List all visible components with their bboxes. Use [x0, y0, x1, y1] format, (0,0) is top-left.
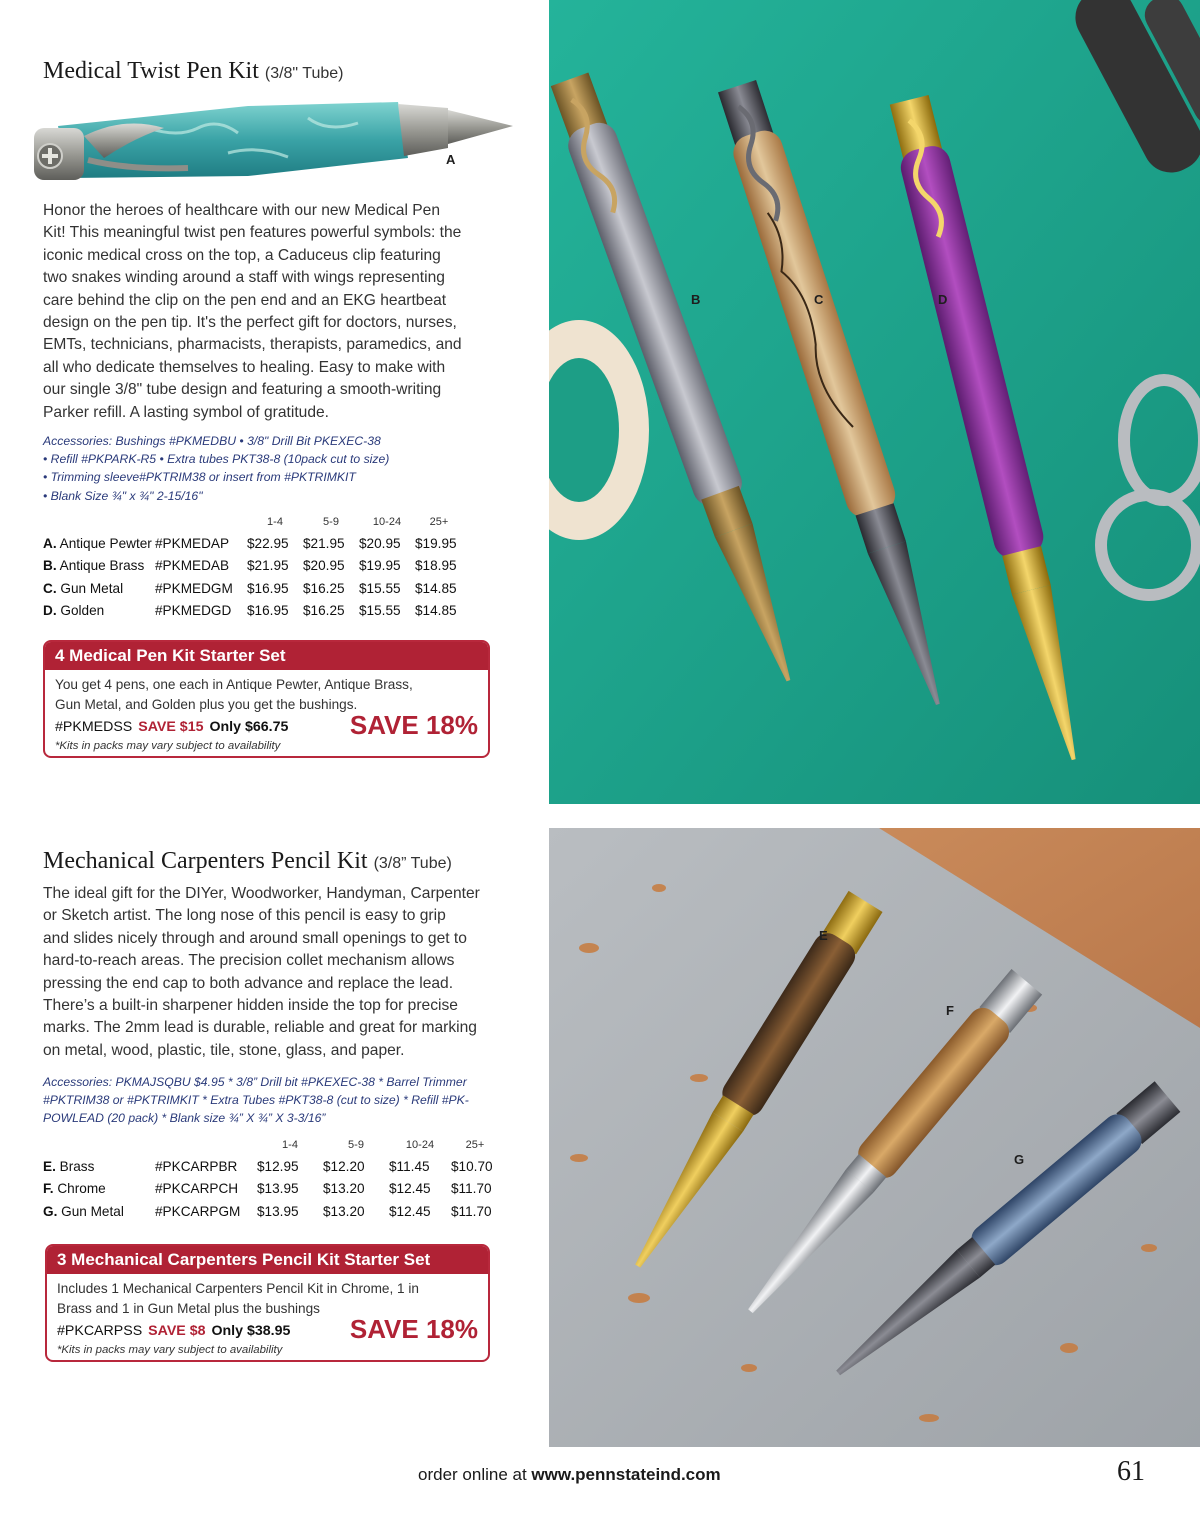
row-name: Brass	[59, 1158, 95, 1174]
row-price: $16.25	[303, 580, 345, 596]
starter-set-title: 3 Mechanical Carpenters Pencil Kit Starter Set	[47, 1246, 488, 1274]
row-name: Antique Brass	[59, 558, 145, 574]
website-link[interactable]: www.pennstateind.com	[531, 1465, 721, 1484]
row-price: $12.20	[323, 1158, 365, 1174]
row-price: $13.95	[257, 1181, 299, 1197]
carpenter-pencils-drawing	[549, 828, 1200, 1447]
row-letter: G.	[43, 1203, 58, 1219]
description-line: iconic medical cross on the top, a Caduceus clip featuring	[43, 246, 441, 264]
accessory-line: POWLEAD (20 pack) * Blank size ¾” X ¾” X 3-3/16”	[43, 1111, 326, 1126]
table-row	[43, 532, 463, 555]
medical-pens-drawing	[549, 0, 1200, 804]
row-price: $13.20	[323, 1203, 365, 1219]
row-price: $22.95	[247, 535, 289, 551]
row-price: $20.95	[303, 558, 345, 574]
pencil-e-label: E	[819, 928, 828, 943]
accessory-line: Accessories: Bushings #PKMEDBU • 3/8" Drill Bit PKEXEC-38	[43, 434, 381, 448]
starter-set-note: *Kits in packs may vary subject to availability	[55, 740, 281, 752]
qty-header: 1-4	[267, 516, 283, 528]
description-line: all who dedicate themselves to healing. Easy to make with	[43, 358, 446, 376]
row-price: $12.95	[257, 1158, 299, 1174]
description-line: two snakes winding around a staff with wings representing	[43, 269, 445, 287]
pen-a-drawing	[28, 98, 518, 190]
row-price: $10.70	[451, 1158, 493, 1174]
row-price: $14.85	[415, 580, 457, 596]
starter-set-sku: #PKMEDSS	[55, 719, 133, 735]
table-row	[43, 600, 463, 623]
row-price: $21.95	[303, 535, 345, 551]
pencil-g-label: G	[1014, 1152, 1025, 1167]
starter-set-title: 4 Medical Pen Kit Starter Set	[45, 642, 488, 670]
row-price: $19.95	[359, 558, 401, 574]
row-price: $16.95	[247, 580, 289, 596]
qty-header: 1-4	[282, 1139, 298, 1151]
description-line: The ideal gift for the DIYer, Woodworker, Handyman, Carpenter	[43, 885, 480, 902]
row-price: $18.95	[415, 558, 457, 574]
starter-set-save-percent: SAVE 18%	[349, 1314, 478, 1344]
row-price: $16.25	[303, 603, 345, 619]
description-line: There’s a built-in sharpener hidden inside the top for precise	[43, 997, 458, 1015]
starter-set-offer	[45, 710, 488, 740]
row-name: Gun Metal	[60, 580, 124, 596]
row-price: $16.95	[247, 603, 289, 619]
medical-title: Medical Twist Pen Kit (3/8" Tube)	[43, 58, 344, 84]
qty-header: 5-9	[348, 1139, 364, 1151]
row-price: $15.55	[359, 603, 401, 619]
footer-order-online: order online at www.pennstateind.com	[418, 1465, 721, 1484]
row-price: $15.55	[359, 580, 401, 596]
starter-set-note: *Kits in packs may vary subject to availability	[57, 1344, 283, 1356]
accessory-line: • Refill #PKPARK-R5 • Extra tubes PKT38-8 (10pack cut to size)	[43, 452, 390, 467]
carpenter-price-table	[43, 1135, 499, 1223]
table-row	[43, 1200, 499, 1223]
row-sku: #PKMEDAP	[155, 535, 230, 551]
carpenter-pencils-photo	[549, 828, 1200, 1447]
row-price: $14.85	[415, 603, 457, 619]
row-sku: #PKCARPCH	[155, 1181, 239, 1197]
row-sku: #PKMEDGD	[155, 603, 232, 619]
table-row	[43, 1155, 499, 1178]
description-line: care behind the clip on the pen end and an EKG heartbeat	[43, 291, 447, 309]
row-letter: C.	[43, 580, 57, 596]
row-price: $13.20	[323, 1181, 365, 1197]
starter-set-save-amount: SAVE $15	[138, 719, 204, 735]
row-price: $11.70	[451, 1181, 492, 1197]
row-price: $13.95	[257, 1203, 299, 1219]
row-name: Golden	[60, 603, 105, 619]
price-header-row	[43, 512, 463, 532]
starter-set-price: Only $66.75	[209, 719, 289, 735]
row-sku: #PKCARPGM	[155, 1203, 241, 1219]
row-sku: #PKMEDAB	[155, 558, 230, 574]
qty-header: 10-24	[372, 516, 402, 528]
starter-set-description: You get 4 pens, one each in Antique Pewter, Antique Brass, Gun Metal, and Golden plus you get the bushings.	[55, 677, 413, 712]
accessory-line: • Trimming sleeve#PKTRIM38 or insert from #PKTRIMKIT	[43, 470, 356, 485]
page-number: 61	[1117, 1456, 1145, 1487]
description-line: on metal, wood, plastic, tile, stone, glass, and paper.	[43, 1041, 405, 1059]
accessory-line: Accessories: PKMAJSQBU $4.95 * 3/8” Drill bit #PKEXEC-38 * Barrel Trimmer	[43, 1075, 467, 1089]
description-line: and slides nicely through and around small openings to get to	[43, 929, 467, 947]
starter-set-offer	[47, 1314, 488, 1344]
medical-starter-set-box	[43, 640, 490, 758]
description-line: Kit! This meaningful twist pen features powerful symbols: the	[43, 224, 462, 242]
carpenter-starter-set-box	[45, 1244, 490, 1362]
medical-description	[43, 200, 533, 424]
qty-header: 10-24	[405, 1139, 435, 1151]
row-price: $12.45	[389, 1181, 431, 1197]
accessory-line: #PKTRIM38 or #PKTRIMKIT * Extra Tubes #PKT38-8 (cut to size) * Refill #PK-	[43, 1093, 469, 1108]
row-sku: #PKMEDGM	[155, 580, 233, 596]
starter-set-save-amount: SAVE $8	[148, 1323, 206, 1339]
description-line: marks. The 2mm lead is durable, reliable and great for marking	[43, 1019, 477, 1037]
qty-header: 5-9	[323, 516, 339, 528]
row-letter: E.	[43, 1158, 56, 1174]
row-name: Gun Metal	[61, 1203, 124, 1219]
row-price: $21.95	[247, 558, 289, 574]
row-price: $11.45	[389, 1158, 430, 1174]
description-line: hard-to-reach areas. The precision collet mechanism allows	[43, 952, 455, 970]
description-line: EMTs, technicians, pharmacists, therapists, paramedics, and	[43, 336, 462, 354]
medical-accessories	[43, 432, 513, 505]
description-line: design on the pen tip. It's the perfect gift for doctors, nurses,	[43, 314, 457, 332]
row-letter: B.	[43, 558, 57, 574]
row-price: $19.95	[415, 535, 457, 551]
carpenter-title: Mechanical Carpenters Pencil Kit (3/8” Tube)	[43, 848, 452, 874]
medical-pens-photo	[549, 0, 1200, 804]
pen-c-label: C	[814, 292, 824, 307]
starter-set-save-percent: SAVE 18%	[349, 710, 478, 740]
row-letter: F.	[43, 1181, 54, 1197]
pen-d-label: D	[938, 292, 948, 307]
row-price: $12.45	[389, 1203, 431, 1219]
description-line: Honor the heroes of healthcare with our new Medical Pen	[43, 202, 441, 219]
pencil-f-label: F	[946, 1003, 954, 1018]
qty-header: 25+	[429, 516, 449, 528]
qty-header: 25+	[465, 1139, 485, 1151]
starter-set-sku: #PKCARPSS	[57, 1323, 143, 1339]
row-letter: D.	[43, 603, 57, 619]
medical-price-table	[43, 512, 463, 622]
starter-set-price: Only $38.95	[211, 1323, 291, 1339]
table-row	[43, 577, 463, 600]
row-letter: A.	[43, 535, 57, 551]
description-line: pressing the end cap to both advance and replace the lead.	[43, 974, 454, 992]
carpenter-description	[43, 883, 543, 1062]
description-line: or Sketch artist. The long nose of this pencil is easy to grip	[43, 907, 446, 925]
carpenter-accessories	[43, 1073, 533, 1128]
pen-a-image	[28, 98, 518, 190]
starter-set-description: Includes 1 Mechanical Carpenters Pencil Kit in Chrome, 1 in Brass and 1 in Gun Metal plus the bushings	[57, 1281, 419, 1316]
row-name: Chrome	[57, 1181, 106, 1197]
accessory-line: • Blank Size ¾" x ¾" 2-15/16"	[43, 488, 203, 503]
table-row	[43, 555, 463, 578]
row-price: $20.95	[359, 535, 401, 551]
pen-b-label: B	[691, 292, 701, 307]
row-sku: #PKCARPBR	[155, 1158, 238, 1174]
price-header-row	[43, 1135, 499, 1155]
description-line: our single 3/8" tube design and featuring a smooth-writing	[43, 381, 442, 399]
row-name: Antique Pewter	[59, 535, 152, 551]
description-line: Parker refill. A lasting symbol of gratitude.	[43, 403, 330, 421]
row-price: $11.70	[451, 1203, 492, 1219]
table-row	[43, 1178, 499, 1201]
pen-a-label: A	[446, 152, 456, 167]
